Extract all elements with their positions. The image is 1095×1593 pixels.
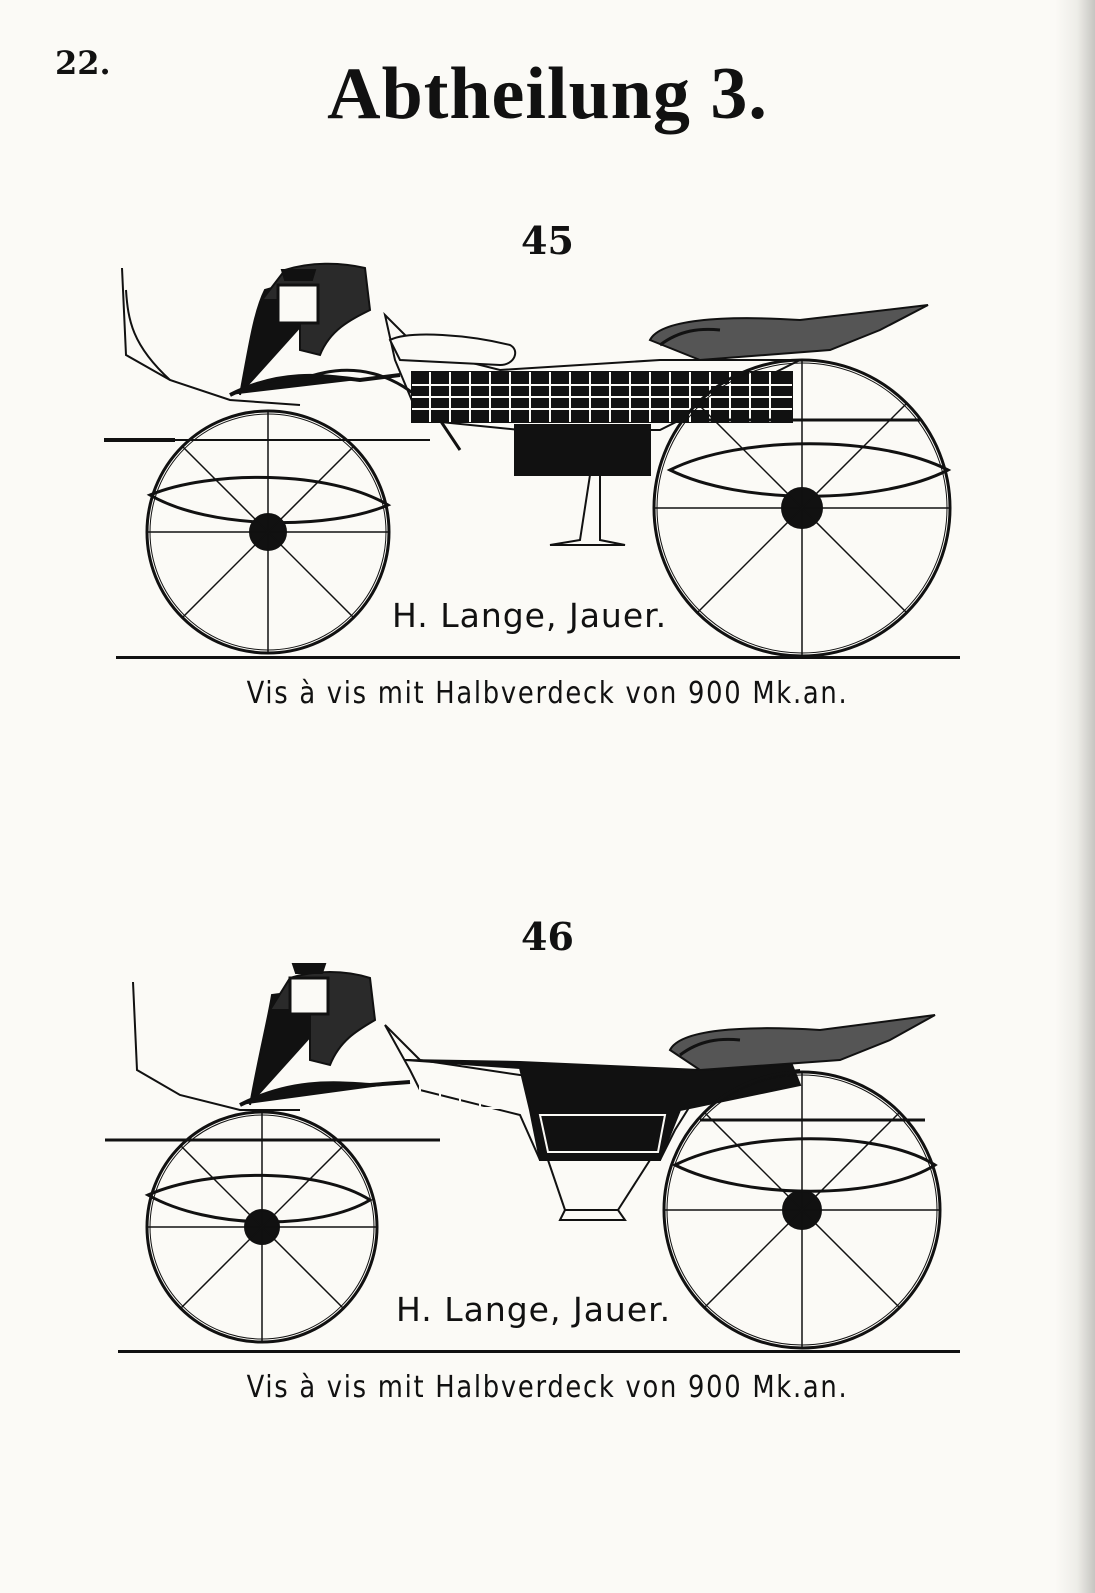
- ground-line: [118, 1350, 960, 1353]
- plate-number: 46: [521, 914, 574, 959]
- section-title: Abtheilung 3.: [327, 53, 768, 135]
- page-number: 22.: [55, 44, 111, 82]
- plate-caption: Vis à vis mit Halbverdeck von 900 Mk.an.: [246, 1370, 849, 1405]
- plate-number: 45: [521, 218, 574, 263]
- carriage-illustration-45: [0, 0, 1095, 700]
- ground-line: [116, 656, 960, 659]
- maker-credit: H. Lange, Jauer.: [392, 596, 668, 635]
- carriage-illustration-46: [0, 690, 1095, 1390]
- maker-credit: H. Lange, Jauer.: [396, 1290, 672, 1329]
- plate-caption: Vis à vis mit Halbverdeck von 900 Mk.an.: [246, 676, 849, 711]
